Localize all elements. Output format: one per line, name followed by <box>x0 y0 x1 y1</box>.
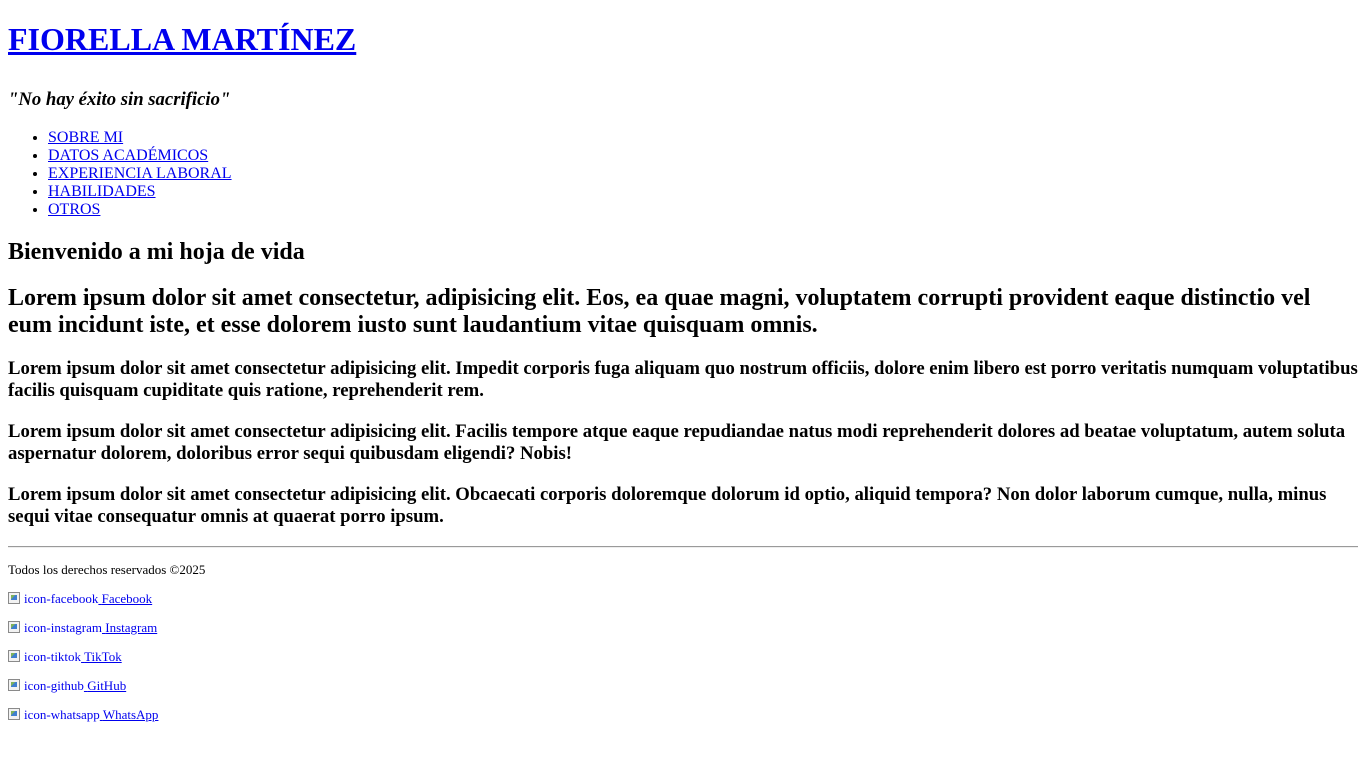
nav-list <box>8 129 1358 219</box>
social-links <box>8 591 1358 722</box>
github-icon: icon-github <box>8 678 84 693</box>
instagram-label: Instagram <box>105 620 158 635</box>
nav-item-sobre-mi <box>48 129 1358 147</box>
social-item-whatsapp <box>8 707 1358 722</box>
site-header <box>8 21 1358 219</box>
social-item-tiktok <box>8 649 1358 664</box>
github-link[interactable] <box>8 678 126 693</box>
instagram-icon: icon-instagram <box>8 620 102 635</box>
nav-link-datos-academicos[interactable]: DATOS ACADÉMICOS <box>48 147 209 164</box>
welcome-heading: Bienvenido a mi hoja de vida <box>8 239 305 265</box>
whatsapp-label: WhatsApp <box>102 707 159 722</box>
page <box>0 21 1366 722</box>
nav-link-otros[interactable]: OTROS <box>48 201 101 218</box>
site-title-link[interactable]: FIORELLA MARTÍNEZ <box>8 21 357 57</box>
instagram-link[interactable] <box>8 620 157 635</box>
main-nav <box>8 129 1358 219</box>
tiktok-label: TikTok <box>84 649 122 664</box>
whatsapp-icon: icon-whatsapp <box>8 707 100 722</box>
tiktok-link[interactable] <box>8 649 122 664</box>
github-label: GitHub <box>87 678 127 693</box>
copyright-text: Todos los derechos reservados ©2025 <box>8 562 206 577</box>
lead-heading: Lorem ipsum dolor sit amet consectetur, adipisicing elit. Eos, ea quae magni, voluptatem corrupti provident eaque distinctio vel eum incidunt iste, et esse dolorem iusto sunt laudantium vitae quisquam omnis. <box>8 285 1311 338</box>
nav-item-otros <box>48 201 1358 219</box>
social-item-facebook <box>8 591 1358 606</box>
facebook-label: Facebook <box>101 591 153 606</box>
facebook-icon: icon-facebook <box>8 591 98 606</box>
social-item-github <box>8 678 1358 693</box>
nav-item-datos-academicos <box>48 147 1358 165</box>
site-footer <box>8 546 1358 722</box>
whatsapp-link[interactable] <box>8 707 158 722</box>
main-content <box>8 238 1358 528</box>
content-paragraph: Lorem ipsum dolor sit amet consectetur adipisicing elit. Obcaecati corporis doloremque dolorum id optio, aliquid tempora? Non dolor laborum cumque, nulla, minus sequi vitae consequatur omnis at quaerat porro ipsum. <box>8 484 1327 527</box>
tiktok-icon: icon-tiktok <box>8 649 81 664</box>
nav-link-habilidades[interactable]: HABILIDADES <box>48 183 156 200</box>
tagline: "No hay éxito sin sacrificio" <box>8 89 231 110</box>
footer-divider <box>8 546 1358 548</box>
nav-item-experiencia-laboral <box>48 165 1358 183</box>
social-item-instagram <box>8 620 1358 635</box>
nav-link-experiencia-laboral[interactable]: EXPERIENCIA LABORAL <box>48 165 232 182</box>
nav-link-sobre-mi[interactable]: SOBRE MI <box>48 129 124 146</box>
content-paragraph: Lorem ipsum dolor sit amet consectetur adipisicing elit. Impedit corporis fuga aliquam quo nostrum officiis, dolore enim libero est porro veritatis numquam voluptatibus facilis quisquam cupiditate quis ratione, reprehenderit rem. <box>8 358 1358 401</box>
content-paragraph: Lorem ipsum dolor sit amet consectetur adipisicing elit. Facilis tempore atque eaque repudiandae natus modi reprehenderit dolores ad beatae voluptatum, autem soluta aspernatur dolorem, doloribus error sequi quibusdam eligendi? Nobis! <box>8 421 1346 464</box>
site-title <box>8 21 1358 58</box>
nav-item-habilidades <box>48 183 1358 201</box>
facebook-link[interactable] <box>8 591 152 606</box>
